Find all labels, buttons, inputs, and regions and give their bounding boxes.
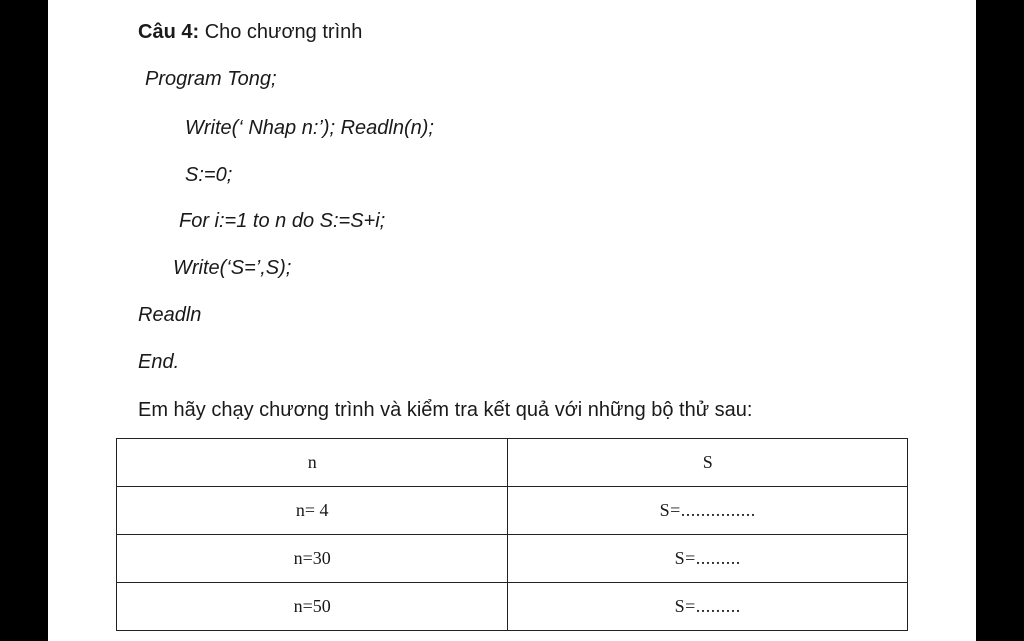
code-line-write-result: Write(‘S=’,S); <box>173 257 292 279</box>
code-line-end: End. <box>138 351 180 373</box>
code-line-readln: Readln <box>138 304 202 326</box>
question-number: Câu 4: <box>138 21 200 43</box>
code-line-for-loop: For i:=1 to n do S:=S+i; <box>179 210 386 232</box>
table-header-row <box>117 439 908 487</box>
test-cases-table <box>116 438 908 631</box>
table-cell-s: S=............... <box>508 487 908 535</box>
table-row <box>117 535 908 583</box>
table-header-s: S <box>508 439 908 487</box>
question-heading <box>138 20 362 44</box>
table-cell-n: n=30 <box>117 535 508 583</box>
code-line-write-prompt: Write(‘ Nhap n:’); Readln(n); <box>185 117 434 139</box>
table-cell-s: S=......... <box>508 535 908 583</box>
document-page <box>48 0 976 641</box>
table-row <box>117 583 908 631</box>
table-cell-s: S=......... <box>508 583 908 631</box>
table-cell-n: n= 4 <box>117 487 508 535</box>
instruction-text: Em hãy chạy chương trình và kiểm tra kết quả với những bộ thử sau: <box>138 399 753 421</box>
table-row <box>117 487 908 535</box>
table-header-n: n <box>117 439 508 487</box>
code-line-program: Program Tong; <box>145 68 277 90</box>
code-line-init-sum: S:=0; <box>185 164 233 186</box>
table-cell-n: n=50 <box>117 583 508 631</box>
question-prompt: Cho chương trình <box>204 21 363 43</box>
